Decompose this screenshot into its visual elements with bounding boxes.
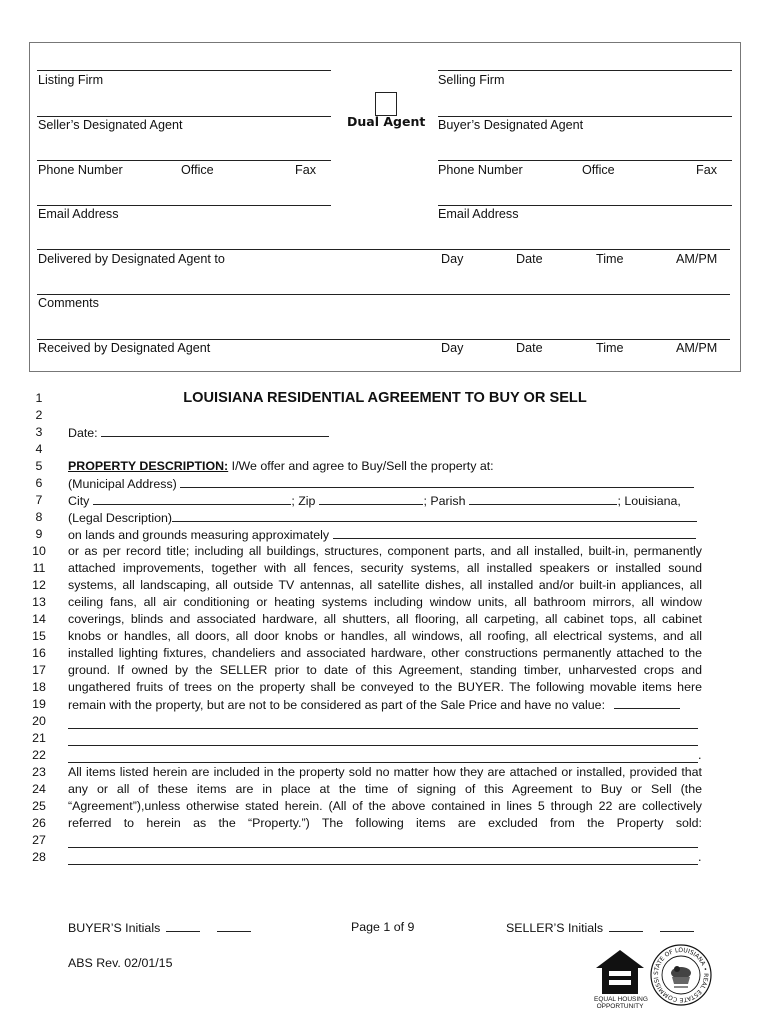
line-number: 1 xyxy=(35,391,43,405)
line-number: 24 xyxy=(32,782,46,796)
line-number: 6 xyxy=(35,476,43,490)
excluded-items-line-27[interactable] xyxy=(68,847,698,848)
line-number: 19 xyxy=(32,697,46,711)
movable-items-line-22[interactable] xyxy=(68,762,698,763)
body-line-16: installed lighting fixtures, chandeliers and associated hardware, other constructions permanently attached to the xyxy=(68,646,702,660)
received-ampm-label: AM/PM xyxy=(676,341,718,355)
seal-text: STATE OF LOUISIANA • REAL ESTATE COMMISSI xyxy=(652,946,710,1004)
delivered-ampm-label: AM/PM xyxy=(676,252,718,266)
date-row xyxy=(68,425,702,440)
property-description-text: I/We offer and agree to Buy/Sell the property at: xyxy=(231,459,494,473)
municipal-address-field[interactable] xyxy=(180,476,694,488)
delivered-line[interactable] xyxy=(37,249,730,250)
sellers-initials-label: SELLER’S Initials xyxy=(506,921,604,935)
line-number: 27 xyxy=(32,833,46,847)
buyers-initials xyxy=(68,920,251,935)
body-line-13: ceiling fans, all air conditioning or heating systems including window units, all bathroom mirrors, all window xyxy=(68,595,702,609)
equal-housing-icon xyxy=(594,948,646,996)
body-line-25: “Agreement”),unless otherwise stated herein. (All of the above contained in lines 5 through 22 are collectively xyxy=(68,799,702,813)
line-number: 17 xyxy=(32,663,46,677)
sellers-agent-line[interactable] xyxy=(37,116,331,117)
excluded-items-line-28[interactable] xyxy=(68,864,698,865)
body-line-10: or as per record title; including all buildings, structures, component parts, and all installed, built-in, permanently xyxy=(68,544,702,558)
equal-housing-logo xyxy=(594,948,646,1020)
line-number: 23 xyxy=(32,765,46,779)
body-line-19: remain with the property, but are not to be considered as part of the Sale Price and have no value: xyxy=(68,698,606,712)
seller-email-line[interactable] xyxy=(37,205,331,206)
legal-description-field[interactable] xyxy=(172,510,697,522)
line-number: 11 xyxy=(32,561,46,575)
received-label: Received by Designated Agent xyxy=(38,341,211,355)
delivered-time-label: Time xyxy=(596,252,624,266)
date-label: Date: xyxy=(68,426,98,440)
body-line-23: All items listed herein are included in the property sold no matter how they are attached or installed, provided that xyxy=(68,765,702,779)
city-label: City xyxy=(68,494,90,508)
line-number: 2 xyxy=(35,408,43,422)
line-22-period: . xyxy=(698,748,702,762)
state-seal-icon xyxy=(650,944,712,1006)
buyer-email-label: Email Address xyxy=(438,207,519,221)
line-number: 3 xyxy=(35,425,43,439)
delivered-date-label: Date xyxy=(516,252,543,266)
lands-row xyxy=(68,527,702,542)
received-line[interactable] xyxy=(37,339,730,340)
municipal-address-row xyxy=(68,476,702,491)
line-number: 7 xyxy=(35,493,43,507)
buyer-phone-label: Phone Number xyxy=(438,163,523,177)
seller-initial-field-1[interactable] xyxy=(609,920,643,932)
parish-field[interactable] xyxy=(469,493,617,505)
line-number: 16 xyxy=(32,646,46,660)
seller-office-label: Office xyxy=(181,163,214,177)
line-number: 18 xyxy=(32,680,46,694)
legal-description-row xyxy=(68,510,702,525)
line-number: 5 xyxy=(35,459,43,473)
buyers-agent-line[interactable] xyxy=(438,116,732,117)
buyer-fax-label: Fax xyxy=(696,163,717,177)
buyers-agent-label: Buyer’s Designated Agent xyxy=(438,118,584,132)
buyer-office-label: Office xyxy=(582,163,615,177)
lands-field[interactable] xyxy=(333,527,696,539)
buyer-initial-field-1[interactable] xyxy=(166,920,200,932)
selling-firm-label: Selling Firm xyxy=(438,73,505,87)
parish-label: ; Parish xyxy=(423,494,466,508)
buyer-initial-field-2[interactable] xyxy=(217,920,251,932)
movable-items-line-21[interactable] xyxy=(68,745,698,746)
city-row xyxy=(68,493,702,508)
seller-fax-label: Fax xyxy=(295,163,316,177)
line-number: 20 xyxy=(32,714,46,728)
louisiana-seal xyxy=(650,944,712,1006)
seller-phone-label: Phone Number xyxy=(38,163,123,177)
page-title: LOUISIANA RESIDENTIAL AGREEMENT TO BUY OR SELL xyxy=(183,390,587,406)
body-line-18: ungathered fruits of trees on the property shall be conveyed to the BUYER. The following movable items here xyxy=(68,680,702,694)
zip-label: ; Zip xyxy=(291,494,316,508)
line-number: 25 xyxy=(32,799,46,813)
body-line-15: knobs or handles, all doors, all door knobs or handles, all windows, all roofing, all electrical systems, and all xyxy=(68,629,702,643)
city-field[interactable] xyxy=(93,493,291,505)
line-number: 22 xyxy=(32,748,46,762)
delivered-day-label: Day xyxy=(441,252,464,266)
line-number: 26 xyxy=(32,816,46,830)
delivered-label: Delivered by Designated Agent to xyxy=(38,252,225,266)
movable-items-field[interactable] xyxy=(614,697,680,709)
line-number: 13 xyxy=(32,595,46,609)
body-line-12: systems, all landscaping, all outside TV antennas, all satellite dishes, all installed and/or built-in appliances, all xyxy=(68,578,702,592)
legal-description-label: (Legal Description) xyxy=(68,511,172,525)
municipal-address-label: (Municipal Address) xyxy=(68,477,177,491)
lands-label: on lands and grounds measuring approximately xyxy=(68,528,330,542)
buyer-phone-line[interactable] xyxy=(438,160,732,161)
line-number: 9 xyxy=(35,527,43,541)
listing-firm-line[interactable] xyxy=(37,70,331,71)
sellers-agent-label: Seller’s Designated Agent xyxy=(38,118,183,132)
equal-housing-line-2: OPPORTUNITY xyxy=(596,1003,644,1010)
date-field[interactable] xyxy=(101,425,329,437)
seller-initial-field-2[interactable] xyxy=(660,920,694,932)
seller-email-label: Email Address xyxy=(38,207,119,221)
line-28-period: . xyxy=(698,850,702,864)
seller-phone-line[interactable] xyxy=(37,160,331,161)
comments-line[interactable] xyxy=(37,294,730,295)
body-line-11: attached improvements, together with all fences, security systems, all installed speakers or installed sound xyxy=(68,561,702,575)
property-description-row xyxy=(68,459,702,473)
revision-label: ABS Rev. 02/01/15 xyxy=(68,956,173,970)
body-line-14: coverings, blinds and associated hardware, all shutters, all flooring, all carpeting, all cabinet tops, all cabinet xyxy=(68,612,702,626)
received-day-label: Day xyxy=(441,341,464,355)
received-time-label: Time xyxy=(596,341,624,355)
zip-field[interactable] xyxy=(319,493,423,505)
line-number: 12 xyxy=(32,578,46,592)
body-line-26: referred to herein as the “Property.”) The following items are excluded from the Property sold: xyxy=(68,816,702,830)
body-line-24: any or all of these items are in place at the time of signing of this Agreement to Buy or Sell (the xyxy=(68,782,702,796)
equal-housing-text xyxy=(594,996,646,1010)
buyers-initials-label: BUYER’S Initials xyxy=(68,921,161,935)
page-number: Page 1 of 9 xyxy=(351,920,415,934)
line-number: 21 xyxy=(32,731,46,745)
line-number: 28 xyxy=(32,850,46,864)
line-number: 4 xyxy=(35,442,43,456)
listing-firm-label: Listing Firm xyxy=(38,73,104,87)
received-date-label: Date xyxy=(516,341,543,355)
movable-items-row xyxy=(68,697,702,712)
selling-firm-line[interactable] xyxy=(438,70,732,71)
dual-agent-label: Dual Agent xyxy=(347,114,426,129)
dual-agent-checkbox[interactable] xyxy=(375,92,397,116)
line-number: 14 xyxy=(32,612,46,626)
equal-housing-line-1: EQUAL HOUSING xyxy=(594,996,648,1003)
line-number: 8 xyxy=(35,510,43,524)
sellers-initials xyxy=(506,920,694,935)
body-line-17: ground. If owned by the SELLER prior to date of this Agreement, standing timber, unharvested crops and xyxy=(68,663,702,677)
louisiana-label: ; Louisiana, xyxy=(617,494,681,508)
comments-label: Comments xyxy=(38,296,99,310)
property-description-heading: PROPERTY DESCRIPTION: xyxy=(68,459,229,473)
line-number: 15 xyxy=(32,629,46,643)
movable-items-line-20[interactable] xyxy=(68,728,698,729)
line-number: 10 xyxy=(32,544,46,558)
buyer-email-line[interactable] xyxy=(438,205,732,206)
